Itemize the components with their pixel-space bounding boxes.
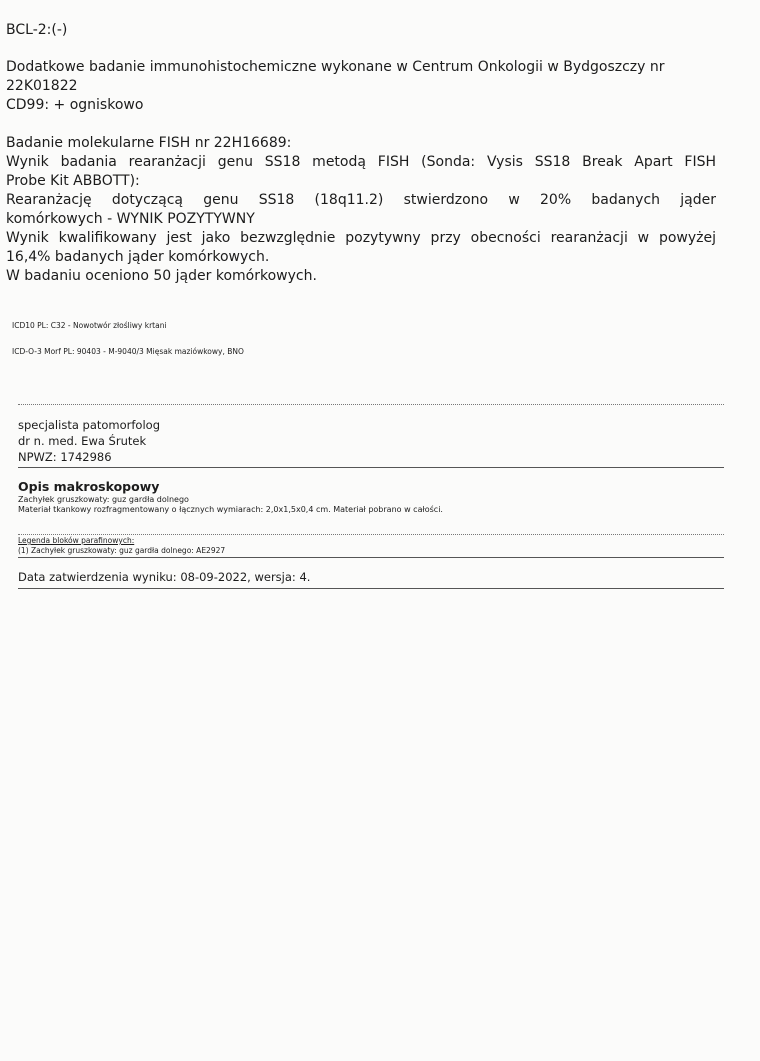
fish-line-6: Wynik kwalifikowany jest jako bezwzględnie pozytywny przy obecności rearanżacji w powyżej (6, 230, 716, 246)
macro-line-1: Zachyłek gruszkowaty: guz gardła dolnego (18, 495, 189, 504)
macro-divider (18, 467, 724, 468)
legend-divider (18, 534, 724, 535)
fish-result-positive: komórkowych - WYNIK POZYTYWNY (6, 211, 255, 227)
approval-date: Data zatwierdzenia wyniku: 08-09-2022, wersja: 4. (18, 570, 311, 584)
macro-line-2: Materiał tkankowy rozfragmentowany o łącznych wymiarach: 2,0x1,5x0,4 cm. Materiał pobrano w całości. (18, 505, 443, 514)
legend-item-1: (1) Zachyłek gruszkowaty: guz gardła dolnego: AE2927 (18, 546, 226, 555)
approval-divider-bottom (18, 588, 724, 589)
icd10-code: ICD10 PL: C32 - Nowotwór złośliwy krtani (12, 321, 167, 330)
cd99-result: CD99: + ogniskowo (6, 97, 144, 113)
fish-line-2: Wynik badania rearanżacji genu SS18 metodą FISH (Sonda: Vysis SS18 Break Apart FISH (6, 154, 716, 170)
fish-line-8: W badaniu oceniono 50 jąder komórkowych. (6, 268, 317, 284)
additional-test-line-2: 22K01822 (6, 78, 78, 94)
icdo3-code: ICD-O-3 Morf PL: 90403 - M-9040/3 Mięsak maziówkowy, BNO (12, 347, 244, 356)
approval-divider-top (18, 557, 724, 558)
fish-header: Badanie molekularne FISH nr 22H16689: (6, 135, 292, 151)
legend-heading: Legenda bloków parafinowych: (18, 536, 135, 545)
bcl2-result: BCL-2:(-) (6, 22, 68, 38)
macro-heading: Opis makroskopowy (18, 479, 160, 494)
additional-test-line-1: Dodatkowe badanie immunohistochemiczne wykonane w Centrum Onkologii w Bydgoszczy nr (6, 59, 665, 75)
signature-divider (18, 404, 724, 405)
fish-line-4: Rearanżację dotyczącą genu SS18 (18q11.2) stwierdzono w 20% badanych jąder (6, 192, 716, 208)
signature-npwz: NPWZ: 1742986 (18, 450, 112, 464)
fish-line-7: 16,4% badanych jąder komórkowych. (6, 249, 270, 265)
fish-line-3: Probe Kit ABBOTT): (6, 173, 140, 189)
signature-name: dr n. med. Ewa Śrutek (18, 434, 147, 448)
signature-title: specjalista patomorfolog (18, 418, 160, 432)
